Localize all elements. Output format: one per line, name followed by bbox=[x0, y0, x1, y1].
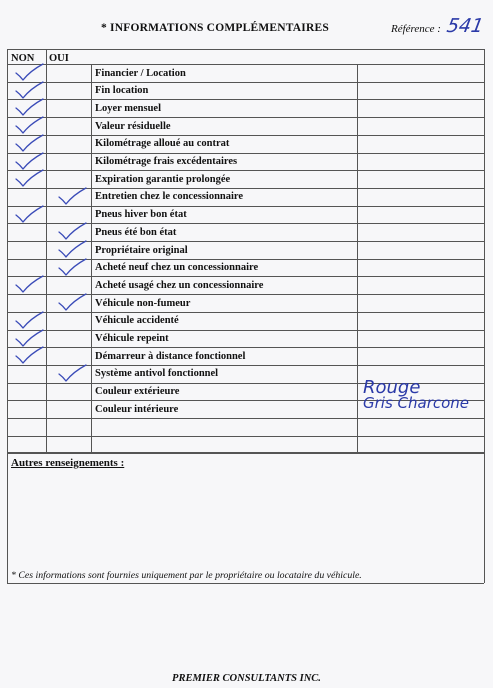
company-name: PREMIER CONSULTANTS INC. bbox=[172, 673, 321, 684]
table-row-divider bbox=[7, 117, 484, 118]
checkmark-non-icon bbox=[14, 275, 44, 295]
row-label: Kilométrage alloué au contrat bbox=[95, 138, 230, 150]
checkmark-oui-icon bbox=[57, 258, 87, 278]
other-info-label: Autres renseignements : bbox=[11, 457, 125, 469]
table-header-divider bbox=[7, 64, 484, 65]
checkmark-non-icon bbox=[14, 205, 44, 225]
checkmark-non-icon bbox=[14, 169, 44, 189]
row-label: Couleur extérieure bbox=[95, 386, 180, 398]
other-info-left-border bbox=[7, 452, 8, 583]
table-row-divider bbox=[7, 436, 484, 437]
table-right-border bbox=[484, 49, 485, 453]
table-row-divider bbox=[7, 135, 484, 136]
handwritten-value: Rouge bbox=[363, 376, 421, 398]
table-row-divider bbox=[7, 153, 484, 154]
table-row-divider bbox=[7, 82, 484, 83]
row-label: Propriétaire original bbox=[95, 244, 188, 256]
table-left-border bbox=[7, 49, 8, 453]
footnote: * Ces informations sont fournies uniquement par le propriétaire ou locataire du véhicule. bbox=[11, 570, 362, 581]
other-info-top-border bbox=[7, 452, 484, 453]
handwritten-value: Gris Charcone bbox=[363, 394, 470, 413]
row-label: Véhicule accidenté bbox=[95, 315, 179, 327]
column-header-oui: OUI bbox=[49, 53, 69, 64]
row-label: Kilométrage frais excédentaires bbox=[95, 156, 238, 167]
checkmark-non-icon bbox=[14, 346, 44, 366]
table-top-border bbox=[7, 49, 484, 50]
row-label: Loyer mensuel bbox=[95, 102, 162, 114]
column-divider-value bbox=[357, 64, 358, 453]
row-label: Système antivol fonctionnel bbox=[95, 368, 219, 380]
table-row-divider bbox=[7, 170, 484, 171]
table-row-divider bbox=[7, 99, 484, 100]
row-label: Valeur résiduelle bbox=[95, 120, 171, 132]
row-label: Pneus été bon état bbox=[95, 226, 177, 238]
row-label: Couleur intérieure bbox=[95, 403, 179, 415]
table-row-divider bbox=[7, 330, 484, 331]
row-label: Acheté usagé chez un concessionnaire bbox=[95, 279, 264, 291]
checkmark-oui-icon bbox=[57, 364, 87, 384]
other-info-bottom-border bbox=[7, 583, 484, 584]
checkmark-oui-icon bbox=[57, 187, 87, 207]
table-row-divider bbox=[7, 418, 484, 419]
row-label: Entretien chez le concessionnaire bbox=[95, 191, 244, 203]
form-title: * INFORMATIONS COMPLÉMENTAIRES bbox=[101, 22, 329, 34]
reference-label: Référence : bbox=[391, 23, 441, 35]
row-label: Démarreur à distance fonctionnel bbox=[95, 350, 246, 362]
reference-value: 541 bbox=[445, 15, 486, 37]
table-row-divider bbox=[7, 453, 484, 454]
row-label: Pneus hiver bon état bbox=[95, 209, 187, 221]
column-divider-non bbox=[46, 49, 47, 453]
row-label: Expiration garantie prolongée bbox=[95, 173, 231, 185]
row-label: Fin location bbox=[95, 85, 149, 97]
column-divider-oui bbox=[91, 64, 92, 453]
row-label: Financier / Location bbox=[95, 67, 186, 79]
row-label: Véhicule repeint bbox=[95, 333, 169, 344]
row-label: Acheté neuf chez un concessionnaire bbox=[95, 262, 259, 274]
other-info-right-border bbox=[484, 452, 485, 583]
checkmark-oui-icon bbox=[57, 293, 87, 313]
column-header-non: NON bbox=[11, 53, 35, 64]
row-label: Véhicule non-fumeur bbox=[95, 297, 191, 309]
table-row-divider bbox=[7, 347, 484, 348]
